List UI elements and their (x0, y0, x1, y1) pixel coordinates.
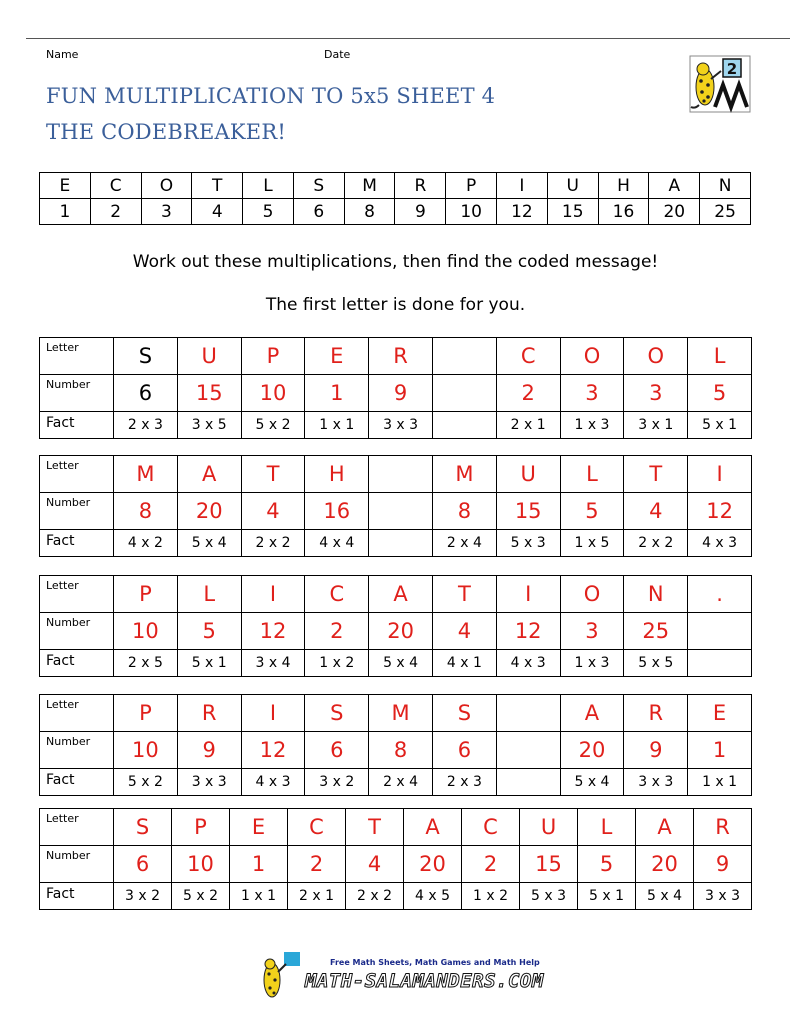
letter-cell: H (305, 456, 369, 493)
fact-cell: 2 x 4 (369, 769, 433, 796)
letter-cell: O (560, 338, 624, 375)
fact-cell: 1 x 1 (305, 412, 369, 439)
letter-cell: P (241, 338, 305, 375)
fact-cell: 5 x 5 (624, 650, 688, 677)
fact-cell: 3 x 2 (114, 883, 172, 910)
letter-cell: E (305, 338, 369, 375)
code-number-cell: 25 (700, 199, 751, 225)
fact-row (40, 769, 752, 796)
letter-cell: O (624, 338, 688, 375)
letter-cell: C (496, 338, 560, 375)
number-cell: 2 (496, 375, 560, 412)
fact-cell (432, 412, 496, 439)
fact-cell: 3 x 3 (694, 883, 752, 910)
code-key-table (39, 172, 751, 225)
code-letter-cell: N (700, 173, 751, 199)
fact-cell: 5 x 2 (172, 883, 230, 910)
letter-row (40, 809, 752, 846)
number-row-label: Number (40, 375, 114, 412)
number-row (40, 732, 752, 769)
number-cell: 12 (496, 613, 560, 650)
letter-cell: L (688, 338, 752, 375)
letter-cell: T (432, 576, 496, 613)
code-number-row (40, 199, 751, 225)
number-cell: 4 (432, 613, 496, 650)
number-cell: 4 (346, 846, 404, 883)
code-letter-cell: O (141, 173, 192, 199)
number-cell: 8 (114, 493, 178, 530)
code-letter-cell: H (598, 173, 649, 199)
letter-cell: O (560, 576, 624, 613)
letter-cell: R (694, 809, 752, 846)
code-number-cell: 4 (192, 199, 243, 225)
number-cell (432, 375, 496, 412)
letter-cell: M (114, 456, 178, 493)
letter-cell: P (172, 809, 230, 846)
fact-row (40, 650, 752, 677)
number-cell: 3 (624, 375, 688, 412)
fact-cell: 5 x 3 (520, 883, 578, 910)
number-cell: 9 (624, 732, 688, 769)
number-cell: 8 (432, 493, 496, 530)
letter-cell (432, 338, 496, 375)
number-cell: 12 (688, 493, 752, 530)
fact-cell: 1 x 3 (560, 650, 624, 677)
number-cell: 1 (688, 732, 752, 769)
fact-cell: 3 x 5 (177, 412, 241, 439)
code-number-cell: 5 (243, 199, 294, 225)
fact-row (40, 412, 752, 439)
number-cell: 6 (432, 732, 496, 769)
number-cell: 2 (305, 613, 369, 650)
letter-cell: U (177, 338, 241, 375)
letter-cell: L (578, 809, 636, 846)
letter-row (40, 338, 752, 375)
fact-cell: 2 x 3 (114, 412, 178, 439)
letter-row (40, 456, 752, 493)
number-cell (688, 613, 752, 650)
number-cell: 10 (172, 846, 230, 883)
letter-cell: C (462, 809, 520, 846)
number-cell (496, 732, 560, 769)
code-letter-cell: P (446, 173, 497, 199)
fact-cell: 5 x 4 (560, 769, 624, 796)
letter-cell: A (369, 576, 433, 613)
logo-badge: 2 (726, 60, 738, 78)
number-cell: 20 (177, 493, 241, 530)
letter-cell: E (230, 809, 288, 846)
fact-cell: 5 x 4 (177, 530, 241, 557)
fact-cell: 3 x 3 (369, 412, 433, 439)
number-cell: 20 (560, 732, 624, 769)
fact-cell: 2 x 4 (432, 530, 496, 557)
letter-cell: L (177, 576, 241, 613)
number-cell: 6 (305, 732, 369, 769)
fact-cell: 4 x 5 (404, 883, 462, 910)
letter-cell: N (624, 576, 688, 613)
fact-cell: 5 x 1 (177, 650, 241, 677)
code-letter-cell: S (293, 173, 344, 199)
code-letter-cell: T (192, 173, 243, 199)
fact-cell (369, 530, 433, 557)
fact-cell: 5 x 3 (496, 530, 560, 557)
fact-cell: 5 x 2 (241, 412, 305, 439)
letter-cell: T (624, 456, 688, 493)
letter-cell: T (346, 809, 404, 846)
fact-cell: 4 x 3 (688, 530, 752, 557)
fact-cell: 4 x 2 (114, 530, 178, 557)
code-number-cell: 10 (446, 199, 497, 225)
fact-cell: 4 x 3 (241, 769, 305, 796)
fact-cell: 2 x 3 (432, 769, 496, 796)
fact-cell: 3 x 4 (241, 650, 305, 677)
code-number-cell: 6 (293, 199, 344, 225)
letter-cell: S (305, 695, 369, 732)
fact-cell: 2 x 1 (288, 883, 346, 910)
number-cell: 2 (288, 846, 346, 883)
letter-cell: S (114, 338, 178, 375)
code-number-cell: 12 (497, 199, 548, 225)
letter-cell: R (624, 695, 688, 732)
number-cell: 9 (177, 732, 241, 769)
fact-cell: 3 x 3 (624, 769, 688, 796)
worksheet-table (39, 694, 752, 796)
number-row (40, 375, 752, 412)
code-letter-cell: A (649, 173, 700, 199)
name-label: Name (46, 48, 79, 61)
fact-cell: 4 x 4 (305, 530, 369, 557)
fact-row (40, 883, 752, 910)
code-letter-cell: I (497, 173, 548, 199)
letter-cell: P (114, 695, 178, 732)
number-cell: 1 (230, 846, 288, 883)
letter-row (40, 695, 752, 732)
fact-cell: 1 x 2 (305, 650, 369, 677)
fact-cell: 1 x 5 (560, 530, 624, 557)
fact-cell: 1 x 1 (230, 883, 288, 910)
number-cell: 15 (520, 846, 578, 883)
fact-cell: 4 x 3 (496, 650, 560, 677)
fact-row-label: Fact (40, 769, 114, 796)
number-row (40, 493, 752, 530)
fact-cell: 1 x 2 (462, 883, 520, 910)
letter-cell: M (369, 695, 433, 732)
letter-row-label: Letter (40, 338, 114, 375)
code-number-cell: 8 (344, 199, 395, 225)
fact-cell: 2 x 2 (346, 883, 404, 910)
code-number-cell: 20 (649, 199, 700, 225)
letter-cell: U (520, 809, 578, 846)
footer-site-name: MATH-SALAMANDERS.COM (305, 970, 544, 992)
fact-cell (688, 650, 752, 677)
number-cell: 15 (177, 375, 241, 412)
fact-cell: 5 x 1 (688, 412, 752, 439)
number-cell: 4 (624, 493, 688, 530)
code-number-cell: 1 (40, 199, 91, 225)
date-label: Date (324, 48, 351, 61)
letter-cell: E (688, 695, 752, 732)
number-cell: 15 (496, 493, 560, 530)
fact-cell: 1 x 1 (688, 769, 752, 796)
number-cell: 9 (694, 846, 752, 883)
letter-cell: C (305, 576, 369, 613)
number-row (40, 613, 752, 650)
letter-cell: R (177, 695, 241, 732)
instruction-hint: The first letter is done for you. (265, 295, 526, 315)
number-cell: 2 (462, 846, 520, 883)
number-cell: 6 (114, 846, 172, 883)
fact-cell: 4 x 1 (432, 650, 496, 677)
letter-cell: I (241, 576, 305, 613)
fact-cell (496, 769, 560, 796)
fact-cell: 1 x 3 (560, 412, 624, 439)
number-cell: 10 (114, 732, 178, 769)
worksheet-table (39, 337, 752, 439)
number-cell: 5 (560, 493, 624, 530)
code-letter-cell: R (395, 173, 446, 199)
letter-cell: T (241, 456, 305, 493)
code-number-cell: 2 (90, 199, 141, 225)
letter-cell: M (432, 456, 496, 493)
number-cell: 8 (369, 732, 433, 769)
number-row-label: Number (40, 493, 114, 530)
number-cell: 20 (369, 613, 433, 650)
number-row-label: Number (40, 613, 114, 650)
number-cell (369, 493, 433, 530)
number-cell: 5 (177, 613, 241, 650)
fact-cell: 5 x 1 (578, 883, 636, 910)
fact-row (40, 530, 752, 557)
number-cell: 9 (369, 375, 433, 412)
number-row (40, 846, 752, 883)
fact-row-label: Fact (40, 412, 114, 439)
fact-cell: 2 x 1 (496, 412, 560, 439)
fact-cell: 3 x 3 (177, 769, 241, 796)
number-cell: 12 (241, 732, 305, 769)
code-letter-cell: L (243, 173, 294, 199)
number-cell: 25 (624, 613, 688, 650)
number-cell: 5 (688, 375, 752, 412)
letter-row (40, 576, 752, 613)
fact-cell: 5 x 4 (636, 883, 694, 910)
footer-tagline: Free Math Sheets, Math Games and Math Help (330, 958, 540, 967)
letter-cell: . (688, 576, 752, 613)
worksheet-table (39, 455, 752, 557)
fact-cell: 2 x 2 (241, 530, 305, 557)
number-cell: 3 (560, 375, 624, 412)
letter-cell: I (496, 576, 560, 613)
number-cell: 3 (560, 613, 624, 650)
letter-cell: R (369, 338, 433, 375)
worksheet-table (39, 808, 752, 910)
letter-cell: S (432, 695, 496, 732)
code-letter-row (40, 173, 751, 199)
number-cell: 6 (114, 375, 178, 412)
letter-cell: A (636, 809, 694, 846)
fact-cell: 3 x 1 (624, 412, 688, 439)
number-cell: 20 (404, 846, 462, 883)
letter-cell: A (404, 809, 462, 846)
top-rule (26, 38, 790, 39)
number-cell: 16 (305, 493, 369, 530)
number-cell: 20 (636, 846, 694, 883)
letter-cell: I (688, 456, 752, 493)
fact-row-label: Fact (40, 883, 114, 910)
number-row-label: Number (40, 732, 114, 769)
worksheet-table (39, 575, 752, 677)
letter-cell: I (241, 695, 305, 732)
number-cell: 4 (241, 493, 305, 530)
code-letter-cell: M (344, 173, 395, 199)
letter-row-label: Letter (40, 695, 114, 732)
code-number-cell: 3 (141, 199, 192, 225)
number-cell: 10 (241, 375, 305, 412)
sheet-subtitle: THE CODEBREAKER! (46, 120, 286, 144)
instruction-text: Work out these multiplications, then find the coded message! (132, 252, 659, 272)
letter-cell: P (114, 576, 178, 613)
letter-row-label: Letter (40, 456, 114, 493)
number-cell: 1 (305, 375, 369, 412)
fact-cell: 2 x 2 (624, 530, 688, 557)
fact-cell: 3 x 2 (305, 769, 369, 796)
fact-row-label: Fact (40, 530, 114, 557)
footer-salamander-icon (258, 950, 306, 1002)
code-number-cell: 16 (598, 199, 649, 225)
salamander-logo (689, 55, 751, 113)
letter-row-label: Letter (40, 809, 114, 846)
fact-row-label: Fact (40, 650, 114, 677)
letter-cell (369, 456, 433, 493)
code-letter-cell: C (90, 173, 141, 199)
letter-cell: S (114, 809, 172, 846)
letter-cell: A (177, 456, 241, 493)
code-letter-cell: E (40, 173, 91, 199)
code-number-cell: 15 (547, 199, 598, 225)
letter-cell: A (560, 695, 624, 732)
letter-row-label: Letter (40, 576, 114, 613)
number-cell: 5 (578, 846, 636, 883)
letter-cell (496, 695, 560, 732)
fact-cell: 5 x 4 (369, 650, 433, 677)
code-number-cell: 9 (395, 199, 446, 225)
number-row-label: Number (40, 846, 114, 883)
letter-cell: U (496, 456, 560, 493)
sheet-title: FUN MULTIPLICATION TO 5x5 SHEET 4 (46, 84, 496, 108)
fact-cell: 2 x 5 (114, 650, 178, 677)
number-cell: 12 (241, 613, 305, 650)
number-cell: 10 (114, 613, 178, 650)
letter-cell: C (288, 809, 346, 846)
fact-cell: 5 x 2 (114, 769, 178, 796)
code-letter-cell: U (547, 173, 598, 199)
letter-cell: L (560, 456, 624, 493)
